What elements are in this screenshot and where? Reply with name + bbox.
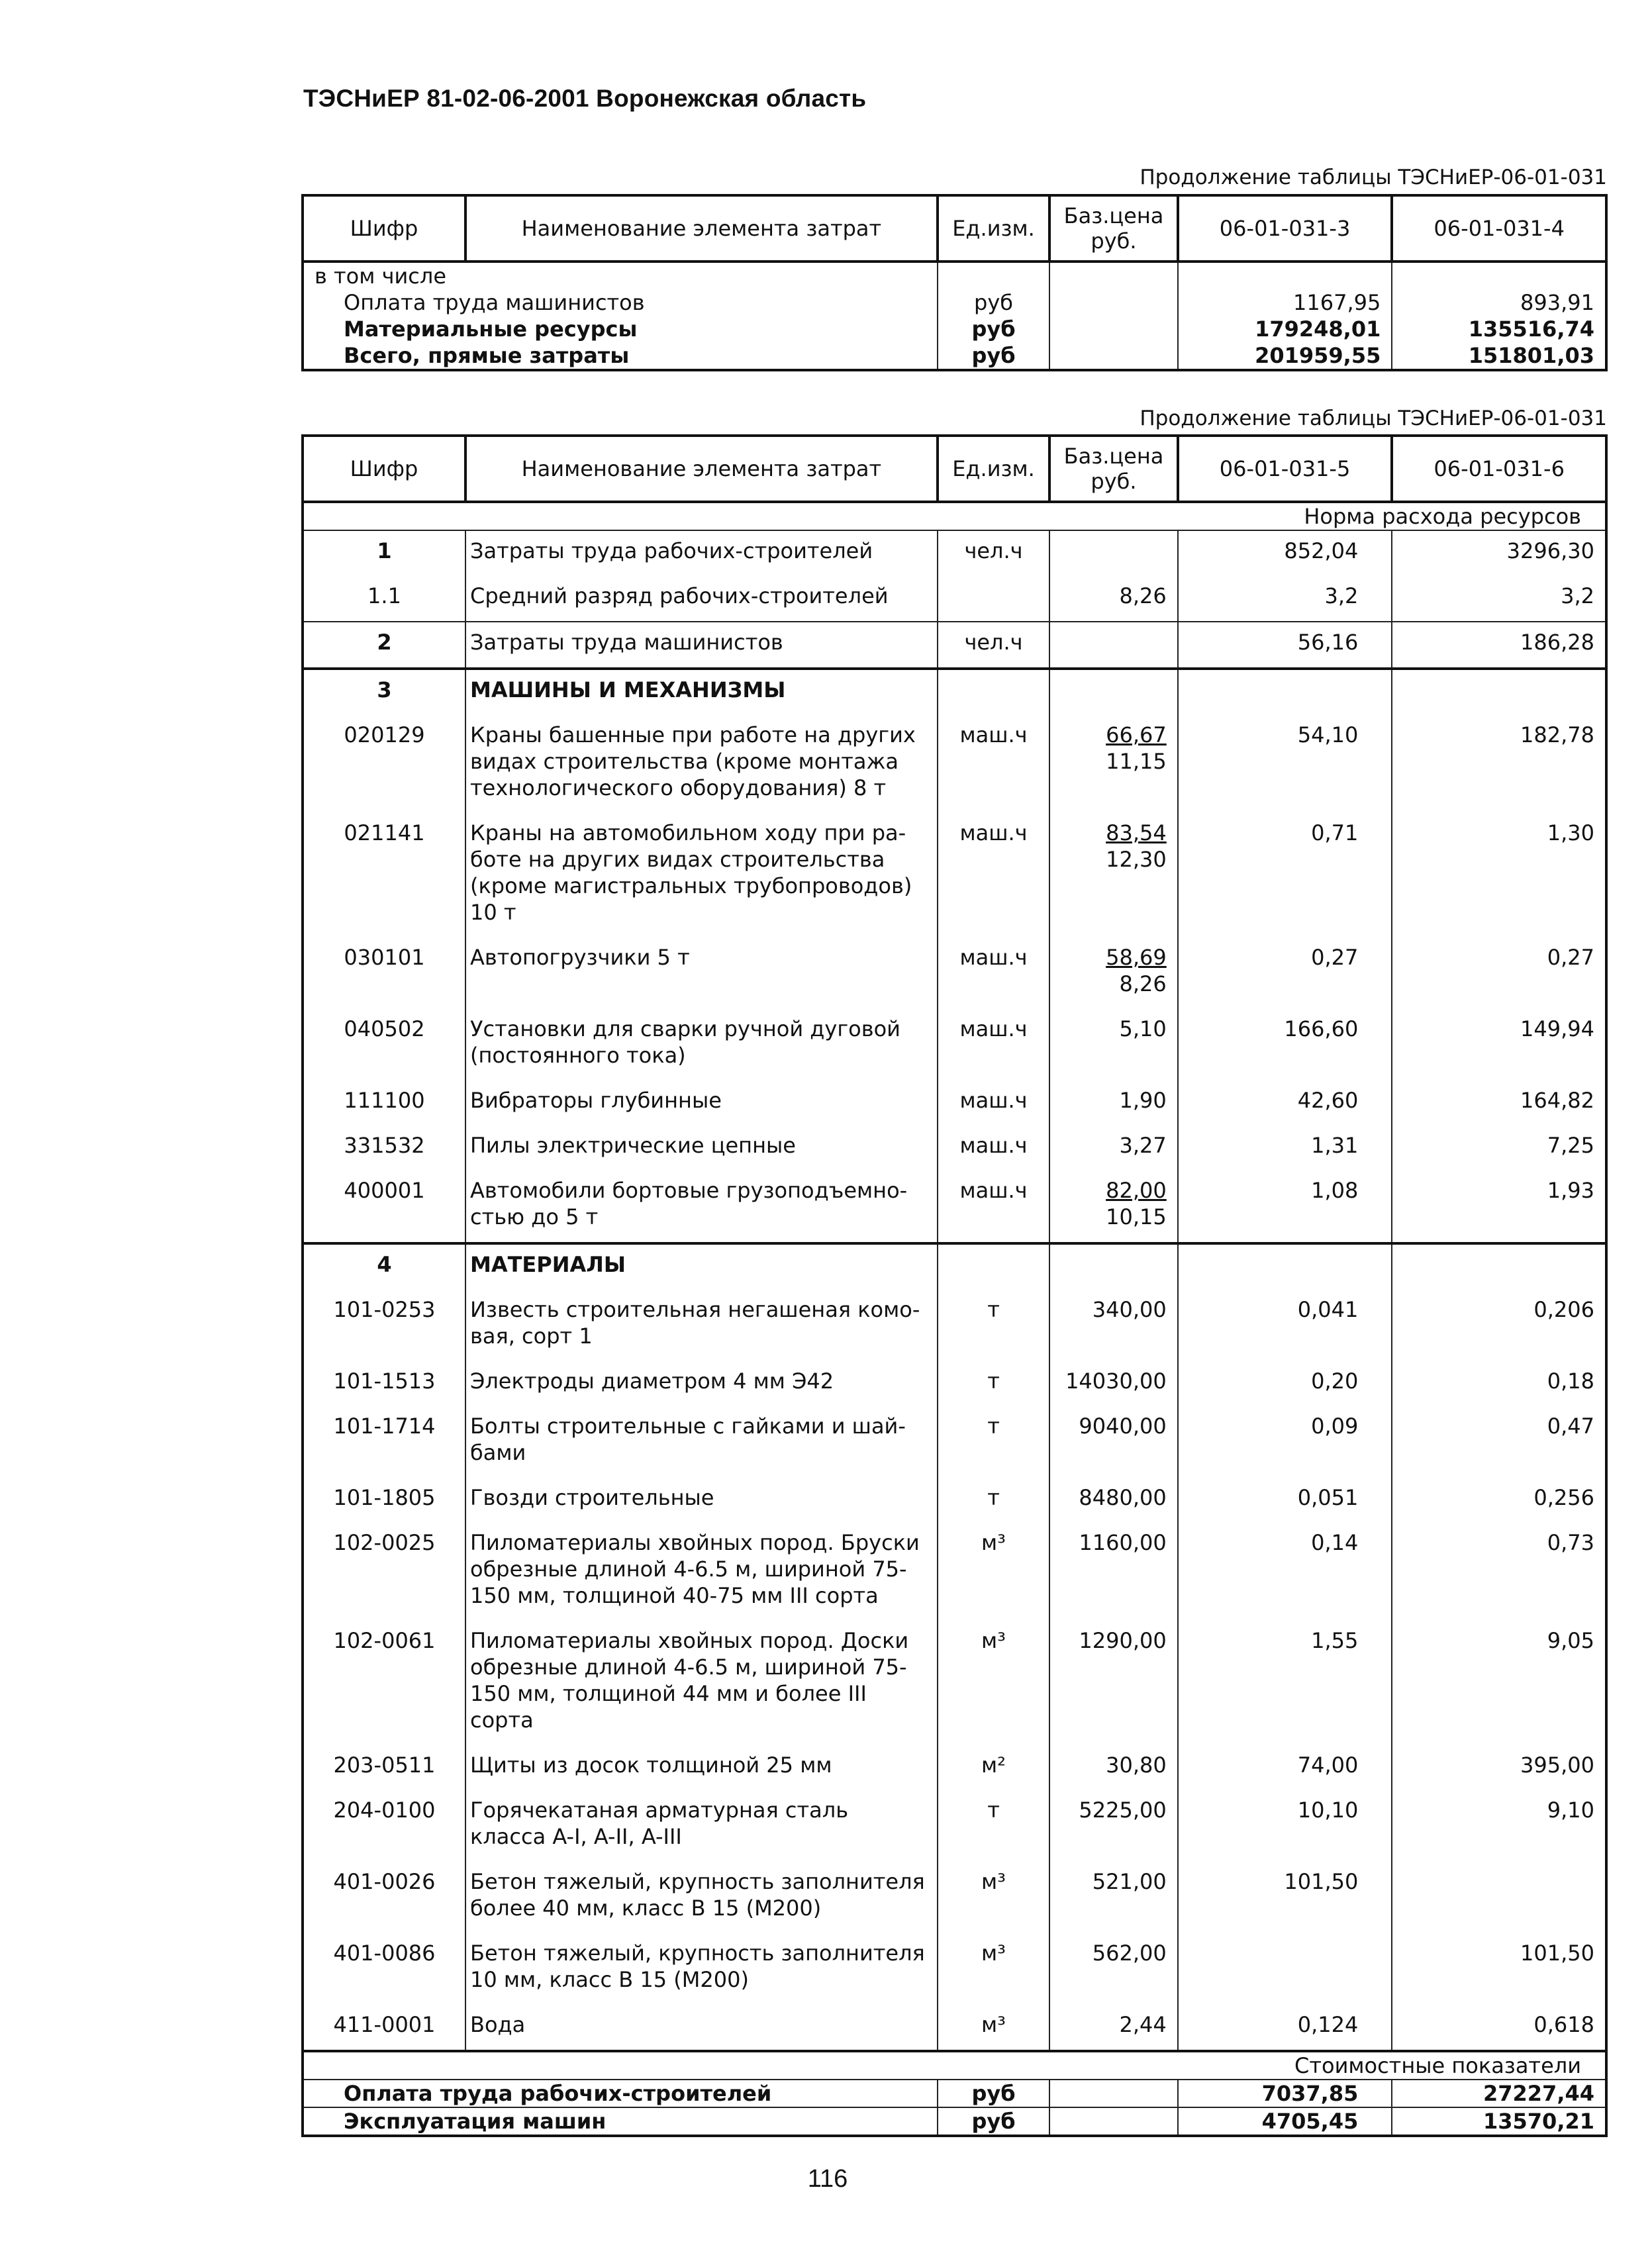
header-unit: Ед.изм. (938, 436, 1049, 502)
row-name: Пиломатериалы хвойных пород. Бруски обрезные длиной 4-6.5 м, шириной 75-150 мм, толщиной 40-75 мм III сорта (465, 1523, 938, 1621)
row-code: 204-0100 (303, 1790, 465, 1862)
row-name: в том числе (303, 262, 938, 289)
row-name: Электроды диаметром 4 мм Э42 (465, 1361, 938, 1406)
row-name: Средний разряд рабочих-строителей (465, 576, 938, 622)
row-value-b: 3,2 (1392, 576, 1606, 622)
row-name: Затраты труда машинистов (465, 622, 938, 669)
row-name: Бетон тяжелый, крупность заполнителя 10 мм, класс В 15 (М200) (465, 1933, 938, 2005)
row-name: Пиломатериалы хвойных пород. Доски обрезные длиной 4-6.5 м, шириной 75-150 мм, толщиной 44 мм и более III сорта (465, 1621, 938, 1745)
row-value-a: 74,00 (1178, 1745, 1392, 1790)
row-value-a: 1167,95 (1178, 289, 1392, 316)
row-price-main: 83,54 (1106, 820, 1167, 845)
row-value-b: 0,18 (1392, 1361, 1606, 1406)
row-price-main: 5225,00 (1079, 1798, 1167, 1823)
row-price (1049, 669, 1178, 715)
row-code: 021141 (303, 813, 465, 937)
row-value-b: 3296,30 (1392, 530, 1606, 576)
row-value-a: 1,08 (1178, 1171, 1392, 1243)
cost-row-value-b: 27227,44 (1392, 2080, 1606, 2107)
row-value-a: 0,041 (1178, 1290, 1392, 1361)
row-value-a: 1,31 (1178, 1126, 1392, 1171)
row-code: 411-0001 (303, 2005, 465, 2051)
table-row (303, 1621, 1606, 1745)
row-price (1049, 1080, 1178, 1126)
row-code: 102-0025 (303, 1523, 465, 1621)
row-value-b: 9,10 (1392, 1790, 1606, 1862)
row-price (1049, 1523, 1178, 1621)
header-unit: Ед.изм. (938, 195, 1049, 262)
row-price-main: 3,27 (1119, 1133, 1167, 1158)
row-price-secondary: 11,15 (1106, 749, 1167, 774)
row-name: Пилы электрические цепные (465, 1126, 938, 1171)
row-name: Краны башенные при работе на других видах строительства (кроме монтажа технологического оборудования) 8 т (465, 715, 938, 813)
row-code: 101-1714 (303, 1406, 465, 1478)
cost-row-value-a: 7037,85 (1178, 2080, 1392, 2107)
header-col-a: 06-01-031-3 (1178, 195, 1392, 262)
page-number: 116 (807, 2165, 848, 2193)
row-value-a: 852,04 (1178, 530, 1392, 576)
row-name: Болты строительные с гайками и шай-бами (465, 1406, 938, 1478)
row-value-a: 56,16 (1178, 622, 1392, 669)
row-value-a: 0,20 (1178, 1361, 1392, 1406)
row-price (1049, 1933, 1178, 2005)
row-unit: чел.ч (938, 530, 1049, 576)
continuation-caption-1: Продолжение таблицы ТЭСНиЕР-06-01-031 (1140, 166, 1607, 189)
row-code: 040502 (303, 1009, 465, 1080)
row-value-a: 3,2 (1178, 576, 1392, 622)
table-header-row (303, 436, 1606, 502)
row-value-b: 0,206 (1392, 1290, 1606, 1361)
row-unit: м³ (938, 1523, 1049, 1621)
table-row (303, 316, 1606, 342)
row-value-b: 0,27 (1392, 937, 1606, 1009)
row-value-b: 135516,74 (1392, 316, 1606, 342)
row-unit: т (938, 1790, 1049, 1862)
row-value-a (1178, 1243, 1392, 1290)
summary-table-1 (301, 194, 1608, 371)
row-value-b: 1,30 (1392, 813, 1606, 937)
row-value-a: 42,60 (1178, 1080, 1392, 1126)
row-price (1049, 1243, 1178, 1290)
row-unit (938, 576, 1049, 622)
row-value-b: 7,25 (1392, 1126, 1606, 1171)
table-row (303, 813, 1606, 937)
row-name: Известь строительная негашеная комо-вая, сорт 1 (465, 1290, 938, 1361)
row-price (1049, 1290, 1178, 1361)
header-col-a: 06-01-031-5 (1178, 436, 1392, 502)
table-row (303, 669, 1606, 715)
row-value-b: 0,73 (1392, 1523, 1606, 1621)
row-code: 102-0061 (303, 1621, 465, 1745)
row-name: Всего, прямые затраты (303, 342, 938, 370)
row-value-a: 10,10 (1178, 1790, 1392, 1862)
row-code: 400001 (303, 1171, 465, 1243)
row-price-main: 340,00 (1092, 1297, 1167, 1322)
table-row (303, 1790, 1606, 1862)
row-name: Установки для сварки ручной дуговой (постоянного тока) (465, 1009, 938, 1080)
row-unit: маш.ч (938, 715, 1049, 813)
row-unit: маш.ч (938, 1009, 1049, 1080)
row-value-a: 179248,01 (1178, 316, 1392, 342)
row-code: 2 (303, 622, 465, 669)
row-price-main: 1,90 (1119, 1088, 1167, 1113)
row-price (1049, 1790, 1178, 1862)
table-row (303, 262, 1606, 289)
row-unit: т (938, 1361, 1049, 1406)
norm-label-row (303, 502, 1606, 530)
row-name: Вода (465, 2005, 938, 2051)
row-price-main: 2,44 (1119, 2012, 1167, 2037)
row-price (1049, 622, 1178, 669)
row-value-b: 9,05 (1392, 1621, 1606, 1745)
row-price-main: 8,26 (1119, 583, 1167, 608)
header-col-b: 06-01-031-6 (1392, 436, 1606, 502)
row-value-b: 164,82 (1392, 1080, 1606, 1126)
row-price-main: 58,69 (1106, 945, 1167, 970)
row-name: Затраты труда рабочих-строителей (465, 530, 938, 576)
row-price (1049, 813, 1178, 937)
row-name: МАТЕРИАЛЫ (465, 1243, 938, 1290)
table-row (303, 1361, 1606, 1406)
row-unit: маш.ч (938, 937, 1049, 1009)
table-row (303, 1171, 1606, 1243)
table-row (303, 1745, 1606, 1790)
row-value-a: 0,71 (1178, 813, 1392, 937)
table-header-row (303, 195, 1606, 262)
table-row (303, 289, 1606, 316)
table-row (303, 1080, 1606, 1126)
row-price (1049, 576, 1178, 622)
row-price-main: 30,80 (1106, 1752, 1167, 1778)
row-value-b: 1,93 (1392, 1171, 1606, 1243)
table-row (303, 1290, 1606, 1361)
row-price-main: 5,10 (1119, 1016, 1167, 1041)
table-row (303, 1933, 1606, 2005)
row-code: 401-0026 (303, 1862, 465, 1933)
cost-table-body (303, 2080, 1606, 2136)
row-price-main: 562,00 (1092, 1941, 1167, 1966)
table-row (303, 1009, 1606, 1080)
row-name: Щиты из досок толщиной 25 мм (465, 1745, 938, 1790)
table-row (303, 576, 1606, 622)
row-price (1049, 2005, 1178, 2051)
norm-label: Норма расхода ресурсов (303, 502, 1606, 530)
row-price (1049, 342, 1178, 370)
cost-row-value-b: 13570,21 (1392, 2107, 1606, 2136)
row-value-b: 395,00 (1392, 1745, 1606, 1790)
row-price (1049, 1621, 1178, 1745)
row-price (1049, 289, 1178, 316)
header-price-line1: Баз.цена (1063, 444, 1164, 469)
row-unit: руб (938, 342, 1049, 370)
summary-table-1-body (303, 262, 1606, 370)
row-price (1049, 1862, 1178, 1933)
header-code: Шифр (303, 195, 465, 262)
table-row (303, 1243, 1606, 1290)
row-value-b (1392, 669, 1606, 715)
table-row (303, 1523, 1606, 1621)
row-name: Вибраторы глубинные (465, 1080, 938, 1126)
table-row (303, 937, 1606, 1009)
row-name: Гвозди строительные (465, 1478, 938, 1523)
continuation-caption-2: Продолжение таблицы ТЭСНиЕР-06-01-031 (1140, 407, 1607, 430)
header-price (1049, 195, 1178, 262)
row-value-a: 54,10 (1178, 715, 1392, 813)
row-unit (938, 1243, 1049, 1290)
row-unit: руб (938, 316, 1049, 342)
row-value-b: 186,28 (1392, 622, 1606, 669)
row-price (1049, 1745, 1178, 1790)
row-price-secondary: 10,15 (1106, 1204, 1167, 1229)
row-name: Оплата труда машинистов (303, 289, 938, 316)
header-name: Наименование элемента затрат (465, 436, 938, 502)
row-price-main: 521,00 (1092, 1869, 1167, 1894)
row-value-a: 201959,55 (1178, 342, 1392, 370)
row-name: Материальные ресурсы (303, 316, 938, 342)
row-code: 1.1 (303, 576, 465, 622)
row-unit: т (938, 1406, 1049, 1478)
row-unit: м² (938, 1745, 1049, 1790)
row-price (1049, 530, 1178, 576)
table-row (303, 1406, 1606, 1478)
table-row (303, 622, 1606, 669)
row-code: 331532 (303, 1126, 465, 1171)
row-code: 111100 (303, 1080, 465, 1126)
row-value-b: 149,94 (1392, 1009, 1606, 1080)
row-value-a: 101,50 (1178, 1862, 1392, 1933)
row-value-b: 893,91 (1392, 289, 1606, 316)
row-price-main: 66,67 (1106, 722, 1167, 747)
cost-row (303, 2080, 1606, 2107)
row-code: 101-1513 (303, 1361, 465, 1406)
row-value-b (1392, 1243, 1606, 1290)
row-value-b: 101,50 (1392, 1933, 1606, 2005)
row-value-a: 0,051 (1178, 1478, 1392, 1523)
page-title: ТЭСНиЕР 81-02-06-2001 Воронежская область (303, 85, 867, 112)
row-code: 401-0086 (303, 1933, 465, 2005)
row-price-main: 1290,00 (1079, 1628, 1167, 1653)
row-value-a (1178, 262, 1392, 289)
header-price (1049, 436, 1178, 502)
row-price (1049, 1406, 1178, 1478)
table-row (303, 715, 1606, 813)
cost-row (303, 2107, 1606, 2136)
row-name: Краны на автомобильном ходу при ра-боте на других видах строительства (кроме магистральных трубопроводов) 10 т (465, 813, 938, 937)
resource-table-body (303, 530, 1606, 2051)
row-price (1049, 262, 1178, 289)
row-name: Автомобили бортовые грузоподъемно-стью до 5 т (465, 1171, 938, 1243)
row-unit: руб (938, 289, 1049, 316)
table-row (303, 1126, 1606, 1171)
row-code: 101-1805 (303, 1478, 465, 1523)
row-code: 1 (303, 530, 465, 576)
row-price-secondary: 8,26 (1119, 971, 1167, 996)
cost-row-price (1049, 2107, 1178, 2136)
cost-row-name: Оплата труда рабочих-строителей (303, 2080, 938, 2107)
header-col-b: 06-01-031-4 (1392, 195, 1606, 262)
row-value-b: 0,256 (1392, 1478, 1606, 1523)
row-value-a: 1,55 (1178, 1621, 1392, 1745)
row-unit: маш.ч (938, 813, 1049, 937)
row-price-main: 8480,00 (1079, 1485, 1167, 1510)
row-unit: м³ (938, 2005, 1049, 2051)
row-value-a: 166,60 (1178, 1009, 1392, 1080)
header-name: Наименование элемента затрат (465, 195, 938, 262)
table-row (303, 2005, 1606, 2051)
header-price-line2: руб. (1091, 469, 1137, 494)
table-row (303, 530, 1606, 576)
row-unit: маш.ч (938, 1126, 1049, 1171)
row-value-b: 182,78 (1392, 715, 1606, 813)
row-price (1049, 937, 1178, 1009)
header-price-line2: руб. (1091, 228, 1137, 254)
row-unit: чел.ч (938, 622, 1049, 669)
cost-label-row (303, 2051, 1606, 2080)
row-value-a: 0,27 (1178, 937, 1392, 1009)
row-value-a: 0,09 (1178, 1406, 1392, 1478)
table-row (303, 1862, 1606, 1933)
row-code: 203-0511 (303, 1745, 465, 1790)
cost-row-name: Эксплуатация машин (303, 2107, 938, 2136)
row-code: 030101 (303, 937, 465, 1009)
row-value-a: 0,124 (1178, 2005, 1392, 2051)
row-value-b: 0,47 (1392, 1406, 1606, 1478)
cost-row-unit: руб (938, 2107, 1049, 2136)
row-price (1049, 316, 1178, 342)
row-value-a (1178, 1933, 1392, 2005)
row-value-b (1392, 1862, 1606, 1933)
row-price (1049, 1126, 1178, 1171)
header-price-line1: Баз.цена (1063, 203, 1164, 228)
row-name: МАШИНЫ И МЕХАНИЗМЫ (465, 669, 938, 715)
cost-row-price (1049, 2080, 1178, 2107)
row-unit: т (938, 1478, 1049, 1523)
resource-table (301, 434, 1608, 2137)
row-name: Горячекатаная арматурная сталь класса A-I, A-II, A-III (465, 1790, 938, 1862)
cost-row-value-a: 4705,45 (1178, 2107, 1392, 2136)
row-price-main: 9040,00 (1079, 1414, 1167, 1439)
cost-row-unit: руб (938, 2080, 1049, 2107)
row-price (1049, 1361, 1178, 1406)
row-value-a: 0,14 (1178, 1523, 1392, 1621)
row-price-main: 1160,00 (1079, 1530, 1167, 1555)
row-unit: маш.ч (938, 1080, 1049, 1126)
row-value-b: 0,618 (1392, 2005, 1606, 2051)
row-unit (938, 669, 1049, 715)
row-code: 101-0253 (303, 1290, 465, 1361)
row-price (1049, 1009, 1178, 1080)
row-name: Автопогрузчики 5 т (465, 937, 938, 1009)
row-code: 020129 (303, 715, 465, 813)
row-unit: т (938, 1290, 1049, 1361)
table-row (303, 1478, 1606, 1523)
row-value-b: 151801,03 (1392, 342, 1606, 370)
row-unit: маш.ч (938, 1171, 1049, 1243)
row-unit: м³ (938, 1862, 1049, 1933)
row-price-main: 82,00 (1106, 1178, 1167, 1203)
cost-label: Стоимостные показатели (303, 2051, 1606, 2080)
row-value-a (1178, 669, 1392, 715)
row-price-main: 14030,00 (1065, 1368, 1167, 1394)
table-row (303, 342, 1606, 370)
row-unit: м³ (938, 1621, 1049, 1745)
row-code: 4 (303, 1243, 465, 1290)
row-price (1049, 715, 1178, 813)
row-code: 3 (303, 669, 465, 715)
row-unit (938, 262, 1049, 289)
row-price (1049, 1171, 1178, 1243)
header-code: Шифр (303, 436, 465, 502)
row-name: Бетон тяжелый, крупность заполнителя более 40 мм, класс В 15 (М200) (465, 1862, 938, 1933)
row-value-b (1392, 262, 1606, 289)
row-unit: м³ (938, 1933, 1049, 2005)
row-price-secondary: 12,30 (1106, 847, 1167, 872)
row-price (1049, 1478, 1178, 1523)
